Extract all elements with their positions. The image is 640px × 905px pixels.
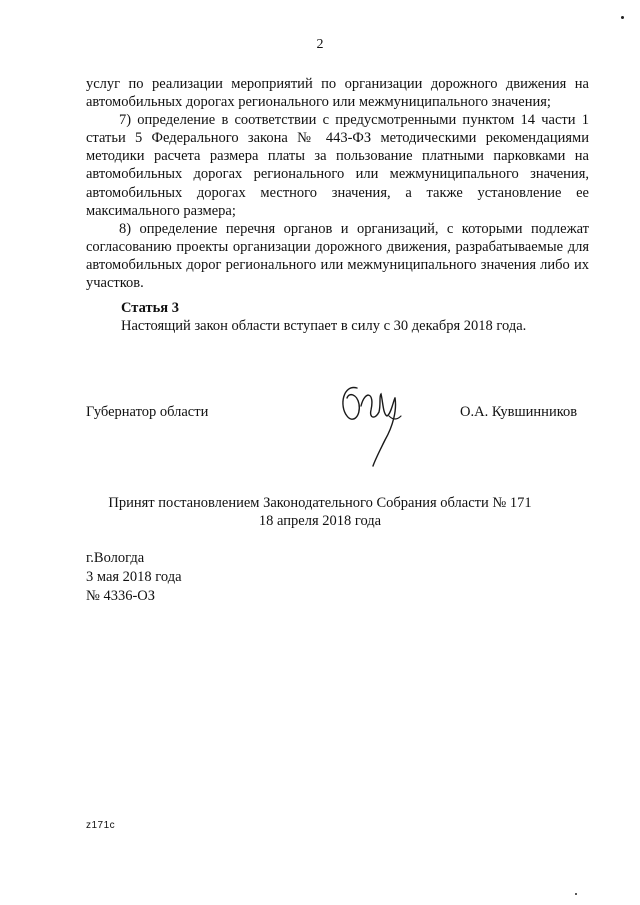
law-number: № 4336-ОЗ — [86, 588, 156, 604]
law-date: 3 мая 2018 года — [86, 569, 182, 585]
article-text: Настоящий закон области вступает в силу с 30 декабря 2018 года. — [121, 318, 527, 334]
place-and-number — [86, 549, 182, 606]
scan-speck — [575, 893, 577, 895]
city: г.Вологда — [86, 550, 145, 566]
handwritten-signature — [335, 376, 415, 471]
signatory-name: О.А. Кувшинников — [460, 404, 578, 420]
body-text — [86, 75, 589, 292]
page-number: 2 — [316, 37, 324, 52]
signatory-title: Губернатор области — [86, 404, 209, 420]
paragraph-item-7: 7) определение в соответствии с предусмотренными пунктом 14 части 1 статьи 5 Федерального закона № 443-ФЗ методическими рекомендациями методики расчета размера платы за пользование платными парковками на автомобильных дорогах регионального или межмуниципального значения, автомобильных дорогах местного значения, а также установление ее максимального размера; — [86, 112, 589, 219]
paragraph-continuation: услуг по реализации мероприятий по организации дорожного движения на автомобильных дорогах регионального или межмуниципального значения; — [86, 76, 589, 111]
adoption-line: Принят постановлением Законодательного Собрания области № 171 — [108, 495, 532, 511]
article-heading: Статья 3 — [121, 300, 179, 316]
paragraph-item-8: 8) определение перечня органов и организаций, с которыми подлежат согласованию проекты организации дорожного движения, разрабатываемые для автомобильных дорог регионального или межмуниципального значения либо их участков. — [86, 220, 589, 292]
document-code: z171c — [86, 820, 116, 831]
adoption-statement — [0, 494, 640, 530]
scan-speck — [621, 16, 624, 19]
adoption-date: 18 апреля 2018 года — [258, 513, 382, 529]
